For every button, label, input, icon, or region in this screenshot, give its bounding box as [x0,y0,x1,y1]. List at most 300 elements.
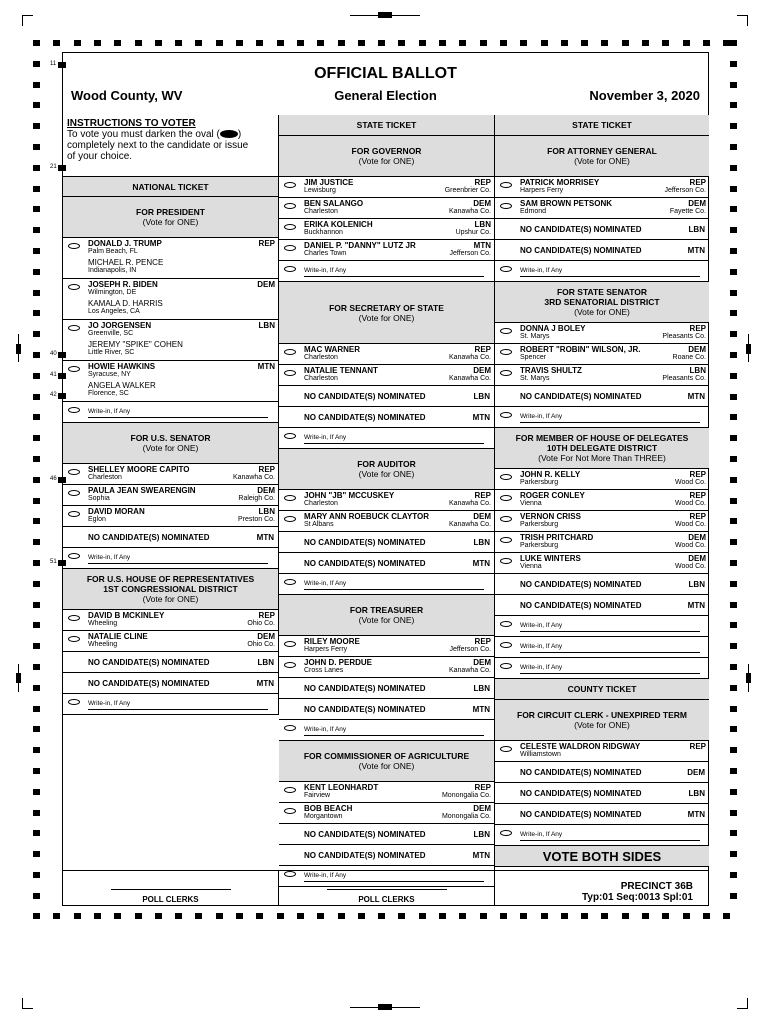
column-2 [279,115,495,887]
president-candidate-row[interactable] [63,361,278,402]
delegates-no-candidate-row [495,574,709,595]
timing-mark-top [94,40,101,46]
timing-mark-right [730,622,737,628]
sos-no-candidate-row [279,407,494,428]
agri-candidate-row[interactable] [279,782,494,803]
timing-mark-right [730,477,737,483]
timing-mark-left [33,435,40,441]
timing-mark-top [236,40,243,46]
corner-mark-top-left [22,15,33,26]
party-label: REP [689,491,706,500]
timing-mark-right [730,227,737,233]
track-number-40: 40 [50,351,57,357]
vote-oval[interactable] [284,182,296,188]
write-in-field[interactable]: Write-in, If Any [520,413,700,423]
timing-mark-right [730,248,737,254]
timing-mark-left [33,248,40,254]
timing-mark-top [195,40,202,46]
timing-mark-left [33,622,40,628]
candidate-name: BOB BEACH [304,804,353,813]
clerk-write-in-row[interactable] [495,825,709,846]
senate-write-in-row[interactable] [63,548,278,569]
no-candidate-label: NO CANDIDATE(S) NOMINATED [520,392,642,401]
timing-mark-bottom [601,913,608,919]
vote-oval[interactable] [68,490,80,496]
statesen-candidate-row[interactable] [495,323,709,344]
sequence-label: Typ:01 Seq:0013 Spl:01 [582,892,693,903]
state-ticket-header [279,115,494,136]
clerk-candidate-row[interactable] [495,741,709,762]
write-in-field[interactable]: Write-in, If Any [520,622,700,632]
delegates-candidate-row[interactable] [495,553,709,574]
candidate-name: JOSEPH R. BIDEN [88,280,158,289]
no-candidate-party: MTN [687,601,705,610]
party-label: DEM [688,533,706,542]
vote-oval[interactable] [500,495,512,501]
timing-mark-left [33,706,40,712]
timing-mark-bottom [53,913,60,919]
timing-mark-right [730,602,737,608]
vote-oval[interactable] [68,615,80,621]
no-candidate-party: LBN [257,658,274,667]
vote-both-sides-label: VOTE BOTH SIDES [542,848,662,864]
write-in-field[interactable]: Write-in, If Any [304,267,484,277]
delegates-header-line-2: (Vote For Not More Than THREE) [538,453,666,463]
timing-mark-top [561,40,568,46]
write-in-field[interactable]: Write-in, If Any [520,267,700,277]
auditor-write-in-row[interactable] [279,574,494,595]
instructions-line-1: To vote you must darken the oval ( [67,129,220,140]
no-candidate-label: NO CANDIDATE(S) NOMINATED [520,789,642,798]
timing-mark-bottom [398,913,405,919]
ag-candidate-row[interactable] [495,177,709,198]
election-date: November 3, 2020 [589,88,700,103]
candidate-county: Kanawha Co. [232,474,275,481]
candidate-name: VERNON CRISS [520,512,581,521]
timing-mark-bottom [500,913,507,919]
timing-mark-left [33,144,40,150]
delegates-candidate-row[interactable] [495,469,709,490]
timing-mark-top [683,40,690,46]
candidate-county: Jefferson Co. [449,646,491,653]
president-candidate-row[interactable] [63,279,278,320]
party-label: REP [689,324,706,333]
timing-mark-left [33,643,40,649]
vote-oval[interactable] [284,662,296,668]
treasurer-header-line-1: (Vote for ONE) [358,615,415,625]
vote-oval[interactable] [284,370,296,376]
candidate-county: Jefferson Co. [664,187,706,194]
timing-mark-bottom [541,913,548,919]
delegates-header-line-1: 10TH DELEGATE DISTRICT [546,443,658,453]
vote-oval[interactable] [68,366,80,372]
statesen-header-line-1: 3RD SENATORIAL DISTRICT [544,297,660,307]
vote-oval[interactable] [68,325,80,331]
candidate-county: Preston Co. [238,516,275,523]
timing-mark-left [33,477,40,483]
vote-oval[interactable] [68,511,80,517]
timing-mark-bottom [277,913,284,919]
write-in-field[interactable]: Write-in, If Any [88,408,268,418]
candidate-name: HOWIE HAWKINS [88,362,156,371]
timing-mark-left [33,290,40,296]
ag-write-in-row[interactable] [495,261,709,282]
write-in-field[interactable]: Write-in, If Any [88,554,268,564]
corner-mark-bottom-left [22,998,33,1009]
state-ticket-label: STATE TICKET [356,120,417,130]
delegates-candidate-row[interactable] [495,490,709,511]
candidate-city: Lewisburg [304,187,336,194]
candidate-name: SAM BROWN PETSONK [520,199,612,208]
party-label: DEM [473,366,491,375]
vote-oval[interactable] [500,746,512,752]
write-in-field[interactable]: Write-in, If Any [304,872,484,882]
timing-mark-top [723,40,730,46]
candidate-city: Edmond [520,208,547,215]
running-mate-city: Florence, SC [88,390,129,397]
vote-oval[interactable] [500,370,512,376]
senate-candidate-row[interactable] [63,485,278,506]
vote-oval[interactable] [284,516,296,522]
party-label: REP [258,611,275,620]
candidate-county: Kanawha Co. [448,375,491,382]
candidate-county: Wood Co. [675,563,706,570]
candidate-name: SHELLEY MOORE CAPITO [88,465,190,474]
agri-candidate-row[interactable] [279,803,494,824]
timing-mark-bottom [175,913,182,919]
vote-oval[interactable] [68,243,80,249]
timing-mark-left [33,518,40,524]
timing-mark-bottom [135,913,142,919]
timing-mark-top [358,40,365,46]
house-candidate-row[interactable] [63,610,278,631]
vote-oval[interactable] [500,537,512,543]
senate-candidate-row[interactable] [63,464,278,485]
senate-header-line-0: FOR U.S. SENATOR [130,433,211,443]
candidate-county: Ohio Co. [247,620,275,627]
treasurer-write-in-row[interactable] [279,720,494,741]
statesen-candidate-row[interactable] [495,365,709,386]
delegates-no-candidate-row [495,595,709,616]
statesen-candidate-row[interactable] [495,344,709,365]
write-in-field[interactable]: Write-in, If Any [304,580,484,590]
vote-oval[interactable] [500,203,512,209]
track-number-51: 51 [50,559,57,565]
party-label: LBN [258,507,275,516]
candidate-county: Raleigh Co. [238,495,275,502]
write-in-field[interactable]: Write-in, If Any [520,643,700,653]
national-ticket-label: NATIONAL TICKET [132,181,209,192]
no-candidate-label: NO CANDIDATE(S) NOMINATED [520,246,642,255]
timing-mark-right [730,186,737,192]
governor-candidate-row[interactable] [279,240,494,261]
vote-oval[interactable] [500,621,512,627]
timing-mark-top [703,40,710,46]
timing-mark-right [730,518,737,524]
timing-mark-left [33,498,40,504]
party-label: DEM [473,658,491,667]
no-candidate-party: DEM [687,768,705,777]
vote-oval[interactable] [68,699,80,705]
timing-mark-right [730,664,737,670]
party-label: MTN [257,362,275,371]
vote-oval[interactable] [284,725,296,731]
governor-header [279,136,494,177]
president-candidate-row[interactable] [63,320,278,361]
timing-mark-right [730,706,737,712]
write-in-field[interactable]: Write-in, If Any [520,664,700,674]
timing-mark-top [419,40,426,46]
poll-clerks-label-2: POLL CLERKS [279,895,494,904]
vote-oval[interactable] [500,474,512,480]
timing-mark-top [216,40,223,46]
county-ticket-label: COUNTY TICKET [567,684,637,694]
vote-oval[interactable] [500,558,512,564]
vote-oval[interactable] [68,636,80,642]
vote-oval[interactable] [284,641,296,647]
timing-mark-top [480,40,487,46]
timing-mark-bottom [459,913,466,919]
delegates-write-in-row[interactable] [495,637,709,658]
ag-candidate-row[interactable] [495,198,709,219]
sos-no-candidate-row [279,386,494,407]
vote-oval[interactable] [284,349,296,355]
vote-oval[interactable] [284,495,296,501]
statesen-no-candidate-row [495,386,709,407]
clerk-header-line-0: FOR CIRCUIT CLERK - UNEXPIRED TERM [517,710,687,720]
no-candidate-label: NO CANDIDATE(S) NOMINATED [304,705,426,714]
house-candidate-row[interactable] [63,631,278,652]
vote-oval[interactable] [500,328,512,334]
no-candidate-party: MTN [687,810,705,819]
candidate-name: MAC WARNER [304,345,360,354]
agri-header-line-1: (Vote for ONE) [358,761,415,771]
timing-mark-left [33,310,40,316]
timing-mark-left [33,206,40,212]
timing-mark-left [33,102,40,108]
vote-oval[interactable] [284,203,296,209]
precinct-box [495,870,709,906]
vote-oval[interactable] [500,266,512,272]
agri-no-candidate-row [279,824,494,845]
timing-mark-top [114,40,121,46]
candidate-county: Kanawha Co. [448,500,491,507]
candidate-name: JOHN R. KELLY [520,470,581,479]
county-ticket-header [495,679,709,700]
timing-mark-right [730,102,737,108]
vote-oval[interactable] [500,349,512,355]
treasurer-candidate-row[interactable] [279,657,494,678]
write-in-field[interactable]: Write-in, If Any [304,434,484,444]
write-in-field[interactable]: Write-in, If Any [304,726,484,736]
no-candidate-party: MTN [687,392,705,401]
no-candidate-party: MTN [256,533,274,542]
delegates-write-in-row[interactable] [495,616,709,637]
treasurer-no-candidate-row [279,699,494,720]
governor-candidate-row[interactable] [279,198,494,219]
party-label: DEM [688,345,706,354]
candidate-county: Ohio Co. [247,641,275,648]
track-number-42: 42 [50,392,57,398]
timing-mark-bottom [703,913,710,919]
timing-mark-left [33,602,40,608]
vote-oval[interactable] [500,412,512,418]
timing-mark-bottom [662,913,669,919]
clerk-no-candidate-row [495,762,709,783]
timing-mark-bottom [683,913,690,919]
ag-header-line-0: FOR ATTORNEY GENERAL [547,146,657,156]
senate-candidate-row[interactable] [63,506,278,527]
vote-both-sides-banner [495,846,709,867]
timing-mark-right [730,872,737,878]
candidate-county: Kanawha Co. [448,521,491,528]
timing-mark-left [33,61,40,67]
party-label: REP [689,470,706,479]
vote-oval[interactable] [68,553,80,559]
state-ticket-2-header [495,115,709,136]
clerk-header-line-1: (Vote for ONE) [574,720,630,730]
vote-oval[interactable] [284,245,296,251]
ag-header [495,136,709,177]
candidate-name: NATALIE TENNANT [304,366,378,375]
candidate-name: RILEY MOORE [304,637,360,646]
timing-mark-right [730,851,737,857]
ballot [62,52,709,906]
treasurer-candidate-row[interactable] [279,636,494,657]
left-register-mark [16,344,21,354]
statesen-header-line-0: FOR STATE SENATOR [556,287,648,297]
vote-oval[interactable] [284,433,296,439]
vote-oval[interactable] [500,516,512,522]
vote-oval[interactable] [284,266,296,272]
no-candidate-party: LBN [473,684,490,693]
governor-candidate-row[interactable] [279,177,494,198]
timing-mark-top [297,40,304,46]
timing-mark-right [730,685,737,691]
filled-oval-icon [220,130,238,138]
governor-write-in-row[interactable] [279,261,494,282]
delegates-candidate-row[interactable] [495,532,709,553]
delegates-header-line-0: FOR MEMBER OF HOUSE OF DELEGATES [515,433,689,443]
candidate-city: Sophia [88,495,110,502]
vote-oval[interactable] [68,407,80,413]
timing-mark-left [33,186,40,192]
party-label: DEM [688,554,706,563]
auditor-candidate-row[interactable] [279,511,494,532]
governor-candidate-row[interactable] [279,219,494,240]
timing-mark-top [642,40,649,46]
party-label: REP [474,345,491,354]
vote-oval[interactable] [500,182,512,188]
house-write-in-row[interactable] [63,694,278,715]
timing-mark-top [317,40,324,46]
house-header-line-1: 1ST CONGRESSIONAL DISTRICT [103,584,238,594]
candidate-city: Charleston [304,208,338,215]
vote-oval[interactable] [500,642,512,648]
candidate-county: Upshur Co. [455,229,491,236]
write-in-field[interactable]: Write-in, If Any [88,700,268,710]
timing-mark-left [33,269,40,275]
national-ticket-header [63,176,278,197]
ag-no-candidate-row [495,219,709,240]
corner-mark-bottom-right [737,998,748,1009]
timing-mark-right [730,539,737,545]
candidate-city: Greenville, SC [88,330,134,337]
president-header-line-1: (Vote for ONE) [142,217,199,227]
running-mate-name: MICHAEL R. PENCE [88,258,164,267]
candidate-name: ROBERT "ROBIN" WILSON, JR. [520,345,641,354]
timing-mark-left [33,227,40,233]
candidate-city: Fairview [304,792,331,799]
sos-candidate-row[interactable] [279,344,494,365]
auditor-candidate-row[interactable] [279,490,494,511]
party-label: LBN [258,321,275,330]
statesen-header-line-2: (Vote for ONE) [574,307,630,317]
candidate-city: Charles Town [304,250,347,257]
president-candidate-row[interactable] [63,238,278,279]
candidate-name: DAVID MORAN [88,507,145,516]
statesen-write-in-row[interactable] [495,407,709,428]
timing-mark-right [730,269,737,275]
delegates-write-in-row[interactable] [495,658,709,679]
treasurer-header-line-0: FOR TREASURER [349,605,424,615]
sos-write-in-row[interactable] [279,428,494,449]
sos-candidate-row[interactable] [279,365,494,386]
timing-mark-top [520,40,527,46]
president-write-in-row[interactable] [63,402,278,423]
vote-oval[interactable] [284,224,296,230]
timing-mark-left [33,352,40,358]
timing-mark-bottom [317,913,324,919]
vote-oval[interactable] [284,808,296,814]
vote-oval[interactable] [68,284,80,290]
president-header-line-0: FOR PRESIDENT [136,207,205,217]
sos-header [279,282,494,344]
timing-mark-right [730,352,737,358]
no-candidate-label: NO CANDIDATE(S) NOMINATED [88,533,210,542]
delegates-candidate-row[interactable] [495,511,709,532]
timing-mark-top [541,40,548,46]
timing-mark-bottom [581,913,588,919]
write-in-field[interactable]: Write-in, If Any [520,831,700,841]
candidate-city: St. Marys [520,333,550,340]
timing-mark-top [338,40,345,46]
timing-mark-top [439,40,446,46]
vote-oval[interactable] [500,830,512,836]
candidate-city: Palm Beach, FL [88,248,138,255]
vote-oval[interactable] [284,787,296,793]
candidate-name: LUKE WINTERS [520,554,581,563]
instructions-line-1-end: ) [237,129,242,140]
no-candidate-label: NO CANDIDATE(S) NOMINATED [304,684,426,693]
vote-oval[interactable] [68,469,80,475]
no-candidate-label: NO CANDIDATE(S) NOMINATED [304,538,426,547]
candidate-city: Harpers Ferry [520,187,564,194]
party-label: DEM [473,804,491,813]
timing-mark-top [74,40,81,46]
no-candidate-party: LBN [688,789,705,798]
vote-oval[interactable] [284,579,296,585]
timing-mark-bottom [338,913,345,919]
party-label: REP [474,783,491,792]
party-label: REP [258,465,275,474]
no-candidate-party: LBN [473,392,490,401]
candidate-county: Fayette Co. [669,208,706,215]
vote-oval[interactable] [500,663,512,669]
no-candidate-label: NO CANDIDATE(S) NOMINATED [520,601,642,610]
no-candidate-label: NO CANDIDATE(S) NOMINATED [520,810,642,819]
no-candidate-party: LBN [473,538,490,547]
